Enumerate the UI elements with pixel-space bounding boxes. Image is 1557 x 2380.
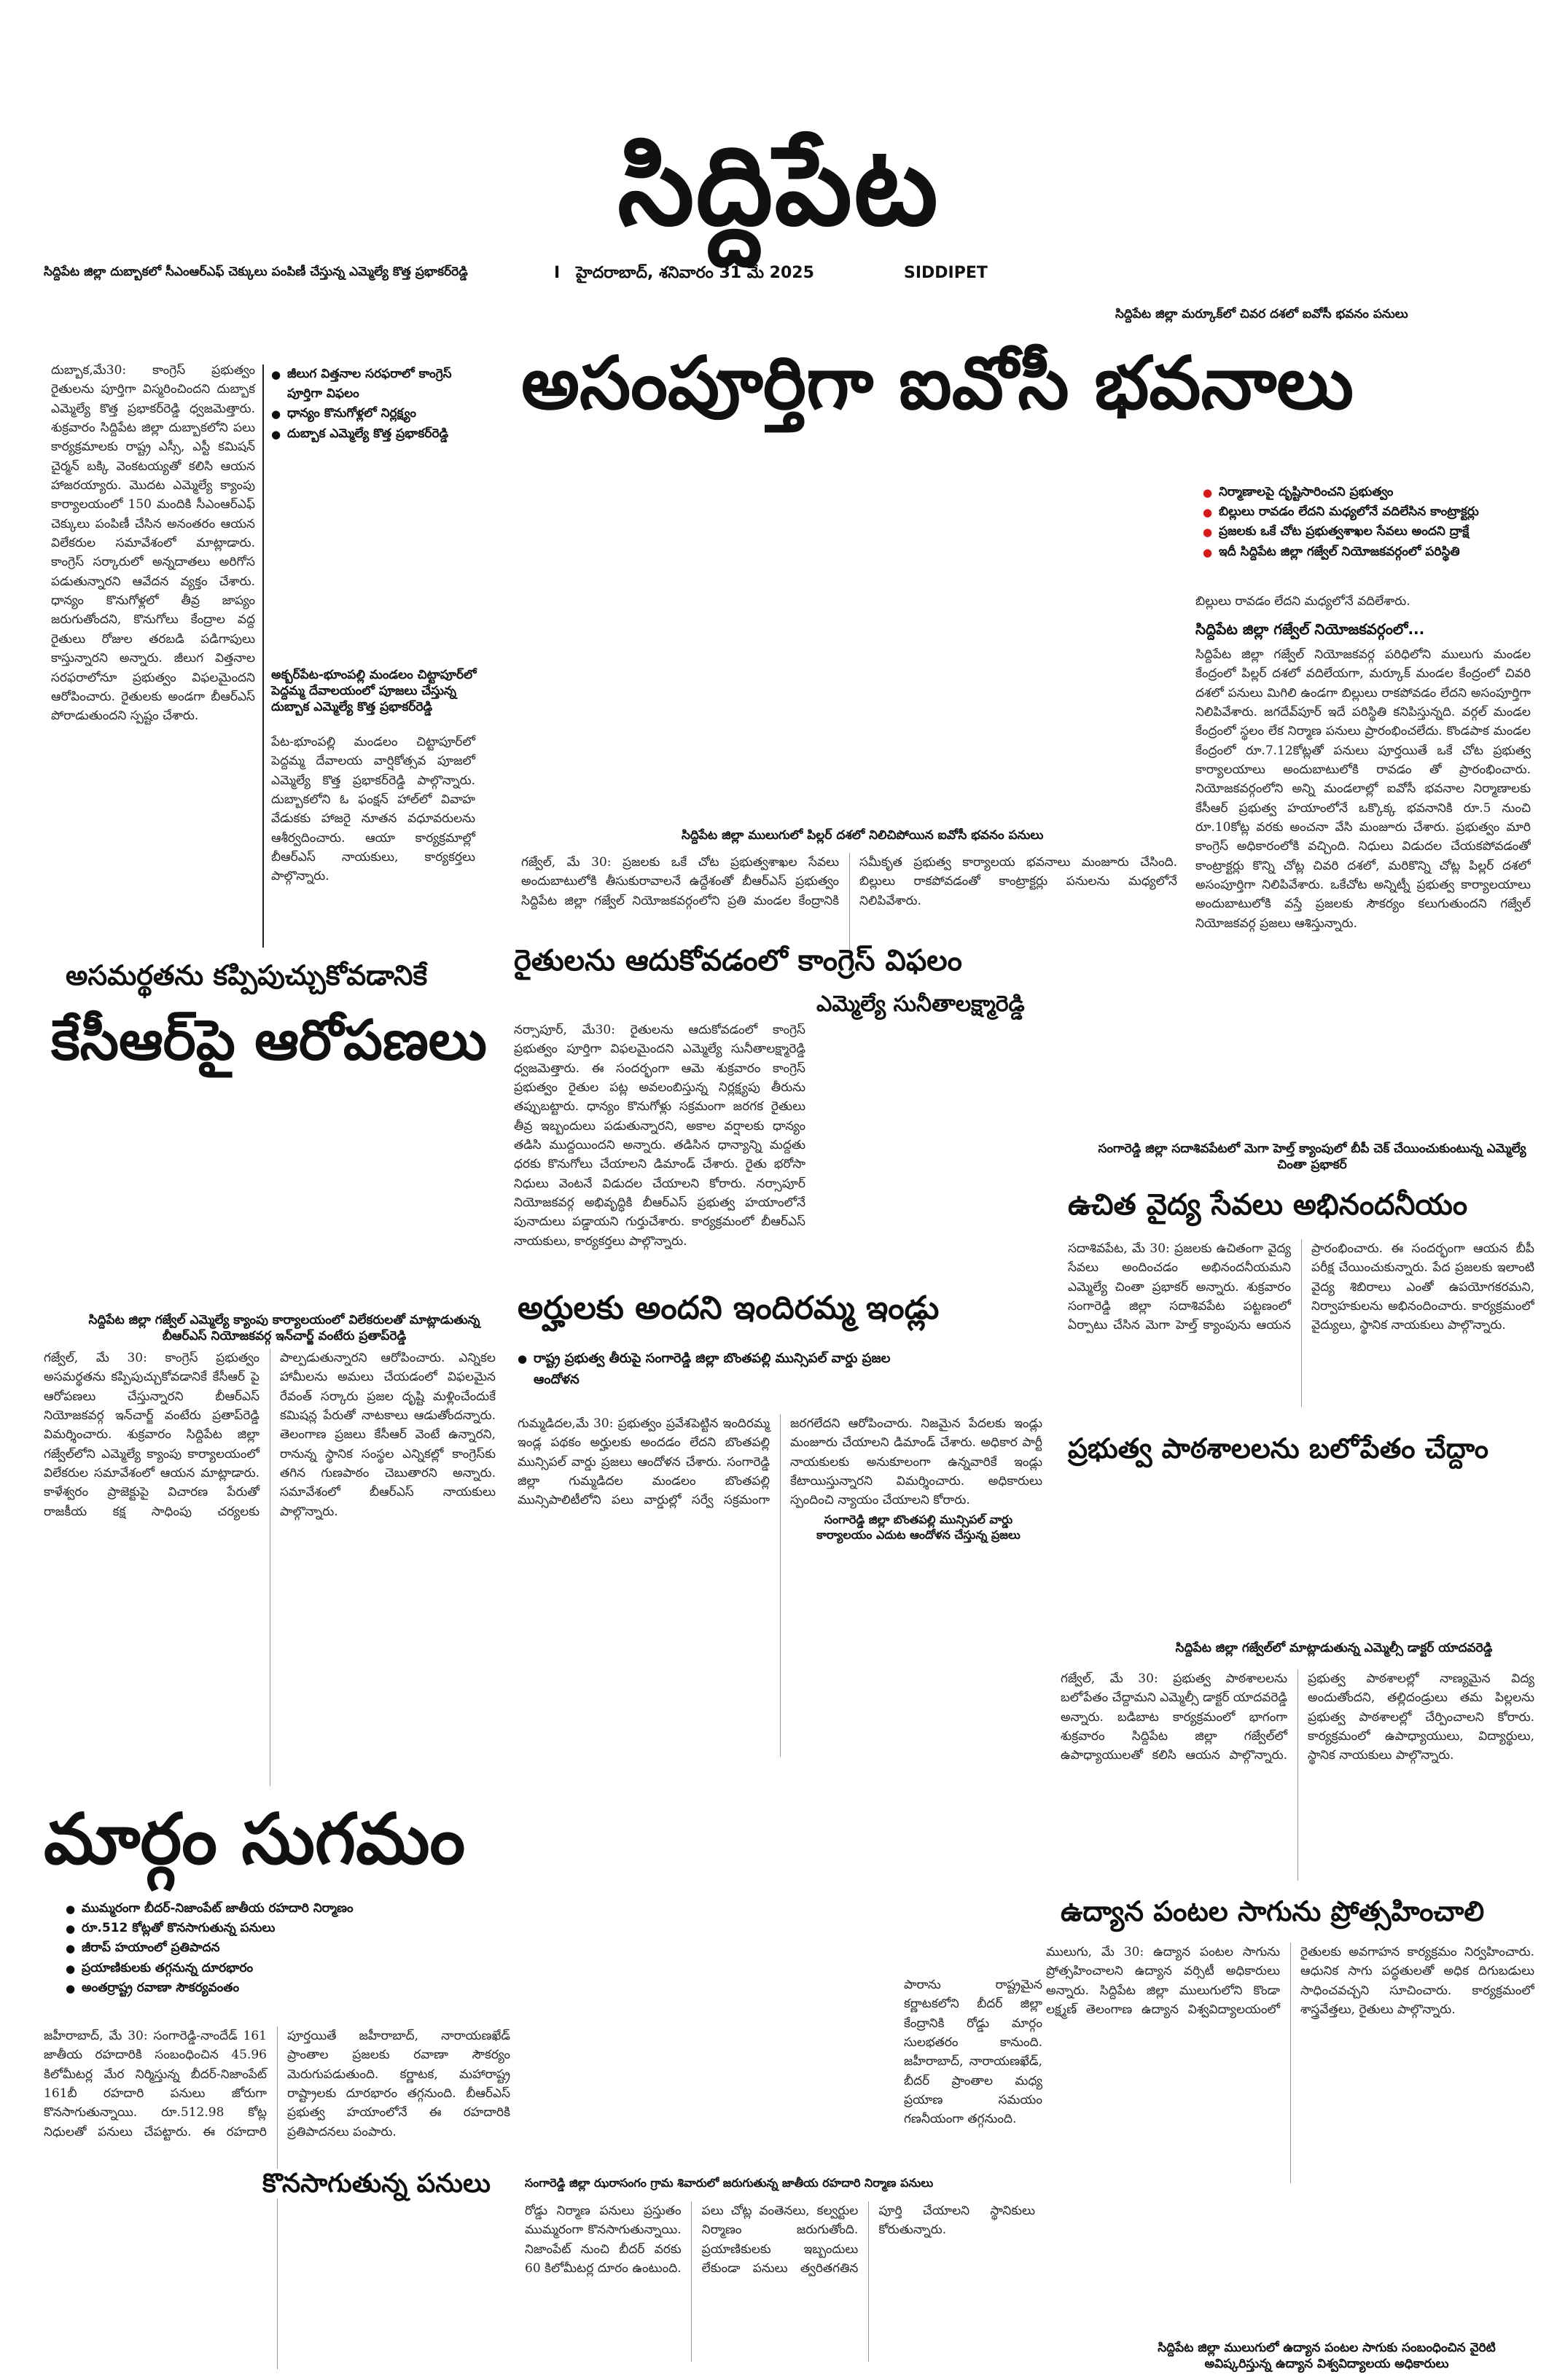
lead-bullets <box>1203 483 1538 562</box>
road-bullets <box>66 1899 532 1998</box>
bullet-item: ● దుబ్బాక ఎమ్మెల్యే కొత్త ప్రభాకర్‌రెడ్డి <box>271 424 483 444</box>
bullet-item: ● రూ.512 కోట్లతో కొనసాగుతున్న పనులు <box>66 1919 532 1938</box>
bullet-item: ● ఇదీ సిద్దిపేట జిల్లా గజ్వేల్ నియోజకవర్గంలో పరిస్థితి <box>1203 542 1538 562</box>
bullet-item: ● జీలుగ విత్తనాల సరఫరాలో కాంగ్రెస్ పూర్తిగా విఫలం <box>271 364 483 404</box>
road-headline: మార్గం సుగమం <box>44 1798 466 1880</box>
housing-caption: సంగారెడ్డి జిల్లా బొంతపల్లి మున్సిపల్ వార్డు కార్యాలయం ఎదుట ఆందోళన చేస్తున్న ప్రజలు <box>795 1513 1042 1543</box>
dateline: హైదరాబాద్, శనివారం 31 మే 2025 <box>576 264 814 282</box>
lead-mid-body: గజ్వేల్, మే 30: ప్రజలకు ఒకే చోట ప్రభుత్వశాఖల సేవలు అందుబాటులోకి తీసుకురావాలనే ఉద్దేశంతో బీఆర్ఎస్ ప్రభుత్వం సిద్దిపేట జిల్లా గజ్వేల్ నియోజకవర్గంలోని ప్రతి మండల కేంద్రానికి సమీకృత ప్రభుత్వ కార్యాలయ భవనాలు మంజూరు చేసింది. బిల్లులు రాకపోవడంతో కాంట్రాక్టర్లు పనులను మధ్యలోనే నిలిపివేశారు. <box>521 855 1177 908</box>
health-caption: సంగారెడ్డి జిల్లా సదాశివపేటలో మెగా హెల్త్ క్యాంపులో బీపీ చెక్ చేయించుకుంటున్న ఎమ్మెల్యే చింతా ప్రభాకర్ <box>1098 1142 1526 1173</box>
schools-headline: ప్రభుత్వ పాఠశాలలను బలోపేతం చేద్దాం <box>1068 1432 1489 1464</box>
left-story-bullets <box>271 364 483 444</box>
top-photo-caption: సిద్దిపేట జిల్లా దుబ్బాకలో సీఎంఆర్ఎఫ్ చెక్కులు పంపిణీ చేస్తున్న ఎమ్మెల్యే కొత్త ప్రభాకర్‌రెడ్డి <box>44 265 468 279</box>
bullet-item: ● రాష్ట్ర ప్రభుత్వ తీరుపై సంగారెడ్డి జిల్లా బొంతపల్లి మున్సిపల్ వార్డు ప్రజల ఆందోళన <box>518 1349 926 1391</box>
lead-top-caption: సిద్దిపేట జిల్లా మర్కూక్‌లో చివర దశలో ఐవోసీ భవనం పనులు <box>1115 307 1408 321</box>
housing-bullets <box>518 1349 926 1391</box>
road-sub-body: రోడ్డు నిర్మాణ పనులు ప్రస్తుతం ముమ్మరంగా కొనసాగుతున్నాయి. నిజాంపేట్ నుంచి బీదర్ వరకు 60 కిలోమీటర్ల దూరం ఉంటుంది. పలు చోట్ల వంతెనలు, కల్వర్టుల నిర్మాణం జరుగుతోంది. ప్రయాణికులకు ఇబ్బందులు లేకుండా పనులు త్వరితగతిన పూర్తి చేయాలని స్థానికులు కోరుతున్నారు. <box>525 2204 1035 2276</box>
health-body: సదాశివపేట, మే 30: ప్రజలకు ఉచితంగా వైద్య సేవలు అందించడం అభినందనీయమని ఎమ్మెల్యే చింతా ప్రభాకర్ అన్నారు. శుక్రవారం సంగారెడ్డి జిల్లా సదాశివపేట పట్టణంలో ఏర్పాటు చేసిన మెగా హెల్త్ క్యాంపును ఆయన ప్రారంభించారు. ఈ సందర్భంగా ఆయన బీపీ పరీక్ష చేయించుకున్నారు. పేద ప్రజలకు ఇలాంటి వైద్య శిబిరాలు ఎంతో ఉపయోగకరమని, నిర్వాహకులను అభినందించారు. కార్యక్రమంలో వైద్యులు, స్థానిక నాయకులు పాల్గొన్నారు. <box>1068 1241 1534 1333</box>
schools-caption: సిద్దిపేట జిల్లా గజ్వేల్‌లో మాట్లాడుతున్న ఎమ్మెల్సీ డాక్టర్ యాదవరెడ్డి <box>1175 1641 1493 1655</box>
bullet-item: ● జీరాప్ హయాంలో ప్రతిపాదన <box>66 1938 532 1958</box>
masthead-title: సిద్దిపేట <box>617 122 940 250</box>
road-caption: సంగారెడ్డి జిల్లా ఝరాసంగం గ్రామ శివారులో జరుగుతున్న జాతీయ రహదారి నిర్మాణ పనులు <box>525 2176 934 2190</box>
health-headline: ఉచిత వైద్య సేవలు అభినందనీయం <box>1068 1187 1468 1222</box>
kcr-headline: కేసీఆర్‌పై ఆరోపణలు <box>51 1007 487 1072</box>
schools-body: గజ్వేల్, మే 30: ప్రభుత్వ పాఠశాలలను బలోపేతం చేద్దామని ఎమ్మెల్సీ డాక్టర్ యాదవరెడ్డి అన్నారు. బడిబాట కార్యక్రమంలో భాగంగా శుక్రవారం సిద్దిపేట జిల్లా గజ్వేల్‌లో ఉపాధ్యాయులతో కలిసి ఆయన పాల్గొన్నారు. ప్రభుత్వ పాఠశాలల్లో నాణ్యమైన విద్య అందుతోందని, తల్లిదండ్రులు తమ పిల్లలను ప్రభుత్వ పాఠశాలల్లో చేర్పించాలని కోరారు. కార్యక్రమంలో ఉపాధ్యాయులు, విద్యార్థులు, స్థానిక నాయకులు పాల్గొన్నారు. <box>1061 1671 1534 1763</box>
lead-subhead: సిద్దిపేట జిల్లా గజ్వేల్ నియోజకవర్గంలో... <box>1195 620 1425 638</box>
farmers-subhead: ఎమ్మెల్యే సునీతాలక్ష్మారెడ్డి <box>816 991 1025 1017</box>
bullet-item: ● ముమ్మరంగా బీదర్-నిజాంపేట్ జాతీయ రహదారి నిర్మాణం <box>66 1899 532 1919</box>
page-marker: I <box>554 264 561 282</box>
housing-headline: అర్హులకు అందని ఇందిరమ్మ ఇండ్లు <box>518 1290 940 1327</box>
bullet-item: ● ధాన్యం కొనుగోళ్లలో నిర్లక్ష్యం <box>271 404 483 424</box>
left-photo-caption: అక్బర్‌పేట-భూంపల్లి మండలం చిట్టాపూర్‌లో పెద్దమ్మ దేవాలయంలో పూజలు చేస్తున్న దుబ్బాక ఎమ్మెల్యే కొత్త ప్రభాకర్‌రెడ్డి <box>271 668 477 715</box>
farmers-headline: రైతులను ఆదుకోవడంలో కాంగ్రెస్ విఫలం <box>514 943 962 978</box>
bullet-item: ● ప్రయాణికులకు తగ్గనున్న దూరభారం <box>66 1959 532 1978</box>
horti-headline: ఉద్యాన పంటల సాగును ప్రోత్సహించాలి <box>1061 1895 1485 1927</box>
farmers-body: నర్సాపూర్, మే30: రైతులను ఆదుకోవడంలో కాంగ్రెస్ ప్రభుత్వం పూర్తిగా విఫలమైందని ఎమ్మెల్యే సునీతాలక్ష్మారెడ్డి ధ్వజమెత్తారు. ఈ సందర్భంగా ఆమె శుక్రవారం కాంగ్రెస్ ప్రభుత్వం రైతుల పట్ల అవలంబిస్తున్న నిర్లక్ష్యపు తీరును తప్పుబట్టారు. ధాన్యం కొనుగోళ్లు సక్రమంగా జరగక రైతులు తీవ్ర ఇబ్బందులు పడుతున్నారని, అకాల వర్షాలకు ధాన్యం తడిసి ముద్దయిందని అన్నారు. తడిసిన ధాన్యాన్ని మద్దతు ధరకు కొనుగోలు చేయాలని డిమాండ్ చేశారు. రైతు భరోసా నిధులు వెంటనే విడుదల చేయాలని కోరారు. నర్సాపూర్ నియోజకవర్గ అభివృద్ధికి బీఆర్ఎస్ ప్రభుత్వ హయాంలోనే పునాదులు పడ్డాయని గుర్తుచేశారు. కార్యక్రమంలో బీఆర్ఎస్ నాయకులు, కార్యకర్తలు పాల్గొన్నారు. <box>514 1023 805 1249</box>
road-right-body: పారాను రాష్ట్రమైన కర్ణాటకలోని బీదర్ జిల్లా కేంద్రానికి రోడ్డు మార్గం సులభతరం కానుంది. జహీరాబాద్, నారాయణఖేడ్, బీదర్ ప్రాంతాల మధ్య ప్రయాణ సమయం గణనీయంగా తగ్గనుంది. <box>904 1978 1042 2127</box>
edition-label: SIDDIPET <box>904 264 988 282</box>
road-body: జహీరాబాద్, మే 30: సంగారెడ్డి-నాందేడ్ 161 జాతీయ రహదారికి సంబంధించిన 45.96 కిలోమీటర్ల మేర నిర్మిస్తున్న బీదర్-నిజాంపేట్ 161బీ రహదారి పనులు జోరుగా కొనసాగుతున్నాయి. రూ.512.98 కోట్ల నిధులతో పనులు చేపట్టారు. ఈ రహదారి పూర్తయితే జహీరాబాద్, నారాయణఖేడ్ ప్రాంతాల ప్రజలకు రవాణా సౌకర్యం మెరుగుపడుతుంది. కర్ణాటక, మహారాష్ట్ర రాష్ట్రాలకు దూరభారం తగ్గనుంది. బీఆర్ఎస్ ప్రభుత్వ హయాంలోనే ఈ రహదారికి ప్రతిపాదనలు పంపారు. <box>44 2029 510 2139</box>
column-rule <box>262 364 264 948</box>
lead-headline: అసంపూర్తిగా ఐవోసీ భవనాలు <box>521 340 1354 426</box>
kcr-caption: సిద్దిపేట జిల్లా గజ్వేల్ ఎమ్మెల్యే క్యాంపు కార్యాలయంలో విలేకరులతో మాట్లాడుతున్న బీఆర్ఎస్ నియోజకవర్గ ఇన్‌చార్జ్ వంటేరు ప్రతాప్‌రెడ్డి <box>88 1313 480 1344</box>
left-story-body: దుబ్బాక,మే30: కాంగ్రెస్ ప్రభుత్వం రైతులను పూర్తిగా విస్మరించిందని దుబ్బాక ఎమ్మెల్యే కొత్త ప్రభాకర్‌రెడ్డి ధ్వజమెత్తారు. శుక్రవారం సిద్దిపేట జిల్లా దుబ్బాకలోని పలు కార్యక్రమాలకు రాష్ట్ర ఎస్సీ, ఎస్టీ కమిషన్ చైర్మన్ బక్కి వెంకటయ్యతో కలిసి ఆయన హాజరయ్యారు. మొదట ఎమ్మెల్యే క్యాంపు కార్యాలయంలో 150 మందికి సీఎంఆర్ఎఫ్ చెక్కులు పంపిణీ చేసిన అనంతరం ఆయన విలేకరుల సమావేశంలో మాట్లాడారు. కాంగ్రెస్ సర్కారులో అన్నదాతలు అరిగోస పడుతున్నారని ఆవేదన వ్యక్తం చేశారు. ధాన్యం కొనుగోళ్లలో తీవ్ర జాప్యం జరుగుతోందని, కొనుగోలు కేంద్రాల వద్ద రైతులు రోజుల తరబడి పడిగాపులు కాస్తున్నారని అన్నారు. జీలుగ విత్తనాల సరఫరాలోనూ ప్రభుత్వం విఫలమైందని ఆరోపించారు. రైతులకు అండగా బీఆర్ఎస్ పోరాడుతుందని స్పష్టం చేశారు. <box>51 363 255 724</box>
road-subheadline: కొనసాగుతున్న పనులు <box>262 2169 503 2198</box>
bullet-item: ● ప్రజలకు ఒకే చోట ప్రభుత్వశాఖల సేవలు అందని ద్రాక్షే <box>1203 522 1538 542</box>
bullet-item: ● అంతర్రాష్ట్ర రవాణా సౌకర్యవంతం <box>66 1978 532 1998</box>
left-photo-body: పేట-భూంపల్లి మండలం చిట్టాపూర్‌లో పెద్దమ్మ దేవాలయ వార్షికోత్సవ పూజలో ఎమ్మెల్యే కొత్త ప్రభాకర్‌రెడ్డి పాల్గొన్నారు. దుబ్బాకలోని ఓ ఫంక్షన్ హాల్‌లో వివాహ వేడుకకు హాజరై నూతన వధూవరులను ఆశీర్వదించారు. ఆయా కార్యక్రమాల్లో బీఆర్ఎస్ నాయకులు, కార్యకర్తలు పాల్గొన్నారు. <box>271 735 475 884</box>
horti-body: ములుగు, మే 30: ఉద్యాన పంటల సాగును ప్రోత్సహించాలని ఉద్యాన వర్సిటీ అధికారులు అన్నారు. సిద్దిపేట జిల్లా ములుగులోని కొండా లక్ష్మణ్ తెలంగాణ ఉద్యాన విశ్వవిద్యాలయంలో రైతులకు అవగాహన కార్యక్రమం నిర్వహించారు. ఆధునిక సాగు పద్ధతులతో అధిక దిగుబడులు సాధించవచ్చని సూచించారు. కార్యక్రమంలో శాస్త్రవేత్తలు, రైతులు పాల్గొన్నారు. <box>1046 1945 1534 2018</box>
bullet-item: ● నిర్మాణాలపై దృష్టిసారించని ప్రభుత్వం <box>1203 483 1538 502</box>
lead-intro: బిల్లులు రావడం లేదని మధ్యలోనే వదిలేశారు. <box>1195 594 1410 609</box>
horti-caption: సిద్దిపేట జిల్లా ములుగులో ఉద్యాన పంటల సాగుకు సంబంధించిన వైరిటి అవిష్కరిస్తున్న ఉద్యాన విశ్వవిద్యాలయ అధికారులు <box>1158 2341 1496 2372</box>
bullet-item: ● బిల్లులు రావడం లేదని మధ్యలోనే వదిలేసిన కాంట్రాక్టర్లు <box>1203 502 1538 522</box>
kcr-body: గజ్వేల్, మే 30: కాంగ్రెస్ ప్రభుత్వం అసమర్థతను కప్పిపుచ్చుకోవడానికే కేసీఆర్ పై ఆరోపణలు చేస్తున్నారని బీఆర్ఎస్ నియోజకవర్గ ఇన్‌చార్జ్ వంటేరు ప్రతాప్‌రెడ్డి విమర్శించారు. శుక్రవారం సిద్దిపేట జిల్లా గజ్వేల్‌లోని ఎమ్మెల్యే క్యాంపు కార్యాలయంలో విలేకరుల సమావేశంలో ఆయన మాట్లాడారు. కాళేశ్వరం ప్రాజెక్టుపై విచారణ పేరుతో రాజకీయ కక్ష సాధింపు చర్యలకు పాల్పడుతున్నారని ఆరోపించారు. ఎన్నికల హామీలను అమలు చేయడంలో విఫలమైన రేవంత్ సర్కారు ప్రజల దృష్టి మళ్లించేందుకే కమిషన్ల పేరుతో నాటకాలు ఆడుతోందన్నారు. తెలంగాణ ప్రజలు కేసీఆర్ వెంటే ఉన్నారని, రానున్న స్థానిక సంస్థల ఎన్నికల్లో కాంగ్రెస్‌కు తగిన గుణపాఠం చెబుతారని అన్నారు. సమావేశంలో బీఆర్ఎస్ నాయకులు పాల్గొన్నారు. <box>44 1351 496 1519</box>
kcr-kicker: అసమర్థతను కప్పిపుచ్చుకోవడానికే <box>66 959 428 991</box>
lead-body: సిద్దిపేట జిల్లా గజ్వేల్ నియోజకవర్గ పరిధిలోని ములుగు మండల కేంద్రంలో పిల్లర్ దశలో వదిలేయగా, మర్కూక్ మండల కేంద్రంలో చివరి దశలో పనులు మిగిలి ఉండగా బిల్లులు రాకపోవడం లేదని అసంపూర్తిగా నిలిపివేశారు. జగదేవ్‌పూర్ ఇదే పరిస్థితి కనిపిస్తున్నది. వర్గల్ మండల కేంద్రంలో స్థలం లేక నిర్మాణ పనులు ప్రారంభించలేదు. కొండపాక మండల కేంద్రంలో రూ.7.12కోట్లతో పనులు పూర్తయితే ఒకే చోట ప్రభుత్వ కార్యాలయాలు అందుబాటులోకి రావడం తో ప్రారంభించారు. నియోజకవర్గంలోని అన్ని మండలాల్లో ఐవోసీ భవనాల నిర్మాణాలకు కేసీఆర్ ప్రభుత్వ హయాంలోనే ఒక్కొక్క భవనానికి రూ.5 నుంచి రూ.10కోట్ల వరకు అంచనా వేసి మంజూరు చేశారు. ప్రభుత్వం మారి కాంగ్రెస్ అధికారంలోకి వచ్చింది. నిధులు విడుదల చేయకపోవడంతో కాంట్రాక్టర్లు కొన్ని చోట్ల చివరి దశలో, మరికొన్ని చోట్ల పిల్లర్ దశలో అసంపూర్తిగా నిలిపివేశారు. ఒకేచోట అన్నిట్నీ ప్రభుత్వ కార్యాలయాలు అందుబాటులోకి వస్తే ప్రజలకు సౌకర్యం కలుగుతుందని గజ్వేల్ నియోజకవర్గ ప్రజలు ఆశిస్తున్నారు. <box>1195 647 1531 931</box>
housing-body: గుమ్మడిదల,మే 30: ప్రభుత్వం ప్రవేశపెట్టిన ఇందిరమ్మ ఇండ్ల పథకం అర్హులకు అందడం లేదని బొంతపల్లి మున్సిపల్ వార్డు ప్రజలు ఆందోళన చేశారు. సంగారెడ్డి జిల్లా గుమ్మడిదల మండలం బొంతపల్లి మున్సిపాలిటీలోని పలు వార్డుల్లో సర్వే సక్రమంగా జరగలేదని ఆరోపించారు. నిజమైన పేదలకు ఇండ్లు మంజూరు చేయాలని డిమాండ్ చేశారు. అధికార పార్టీ నాయకులకు అనుకూలంగా ఉన్నవారికే ఇండ్లు కేటాయిస్తున్నారని విమర్శించారు. అధికారులు స్పందించి న్యాయం చేయాలని కోరారు. <box>518 1416 1042 1508</box>
lead-mid-caption: సిద్దిపేట జిల్లా ములుగులో పిల్లర్ దశలో నిలిచిపోయిన ఐవోసీ భవనం పనులు <box>682 828 1044 843</box>
